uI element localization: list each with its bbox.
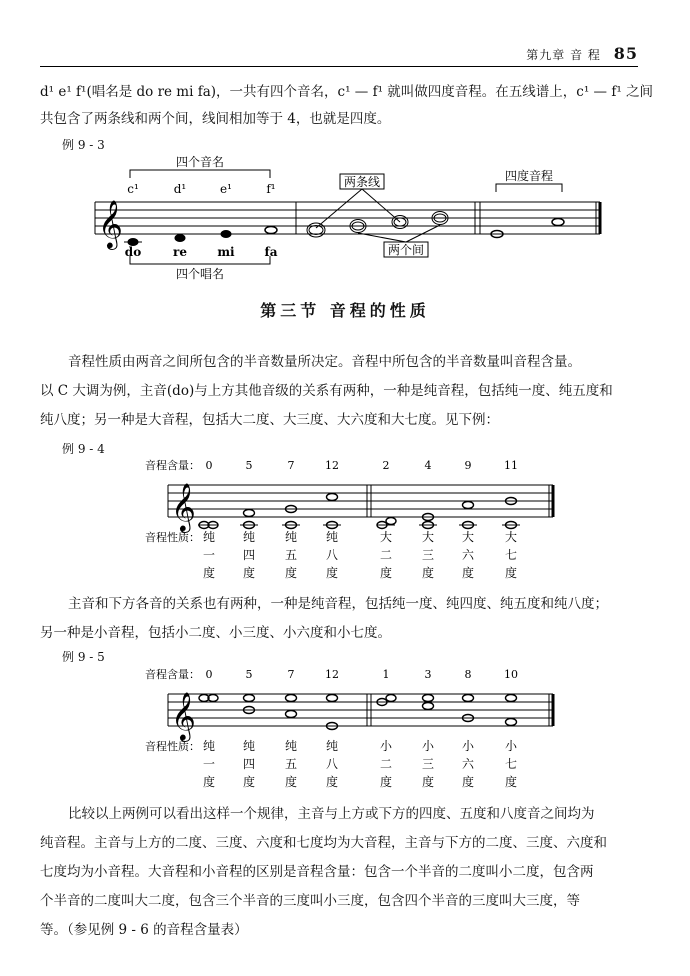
note-name: e¹ bbox=[220, 182, 232, 196]
quality-char: 八 bbox=[325, 757, 339, 771]
quality-char: 纯 bbox=[242, 739, 256, 753]
quality-char: 小 bbox=[504, 739, 518, 753]
fourth-label: 四度音程 bbox=[504, 169, 554, 183]
quality-char: 大 bbox=[461, 530, 475, 544]
interval-content: 3 bbox=[424, 668, 432, 681]
quality-row-label: 音程性质： bbox=[145, 531, 200, 544]
note-name: d¹ bbox=[173, 182, 187, 196]
example-9-5-staff bbox=[0, 664, 690, 794]
text-line: 等。（参见例 9 - 6 的音程含量表） bbox=[40, 922, 248, 938]
paragraph-interval-quality bbox=[40, 348, 640, 435]
quality-char: 度 bbox=[379, 775, 393, 789]
quality-char: 二 bbox=[379, 548, 393, 562]
solfege-syllable: re bbox=[173, 245, 187, 259]
quality-char: 纯 bbox=[284, 530, 298, 544]
note-head bbox=[175, 235, 185, 242]
interval-content: 0 bbox=[205, 459, 213, 472]
interval-content: 1 bbox=[382, 668, 390, 681]
text-line: 另一种是小音程，包括小二度、小三度、小六度和小七度。 bbox=[40, 625, 391, 641]
text-line: 比较以上两例可以看出这样一个规律，主音与上方或下方的四度、五度和八度音之间均为 bbox=[68, 806, 595, 822]
quality-char: 大 bbox=[379, 530, 393, 544]
text-line: 个半音的二度叫大二度，包含三个半音的三度叫小三度，包含四个半音的三度叫大三度，等 bbox=[40, 893, 580, 909]
quality-char: 五 bbox=[284, 548, 298, 562]
interval-content: 5 bbox=[245, 668, 253, 681]
quality-char: 七 bbox=[504, 757, 518, 771]
solfege-syllable: mi bbox=[217, 245, 235, 259]
quality-row-label: 音程性质： bbox=[145, 740, 200, 753]
quality-char: 度 bbox=[242, 566, 256, 580]
quality-char: 五 bbox=[284, 757, 298, 771]
quality-char: 七 bbox=[504, 548, 518, 562]
quality-char: 三 bbox=[421, 757, 435, 771]
content-row-label: 音程含量： bbox=[145, 459, 200, 472]
text-line: 纯八度；另一种是大音程，包括大二度、大三度、大六度和大七度。见下例： bbox=[40, 412, 499, 428]
note-name: c¹ bbox=[127, 182, 139, 196]
running-header bbox=[40, 40, 638, 67]
lines-label: 两条线 bbox=[343, 175, 381, 189]
quality-char: 四 bbox=[242, 548, 256, 562]
quality-char: 小 bbox=[461, 739, 475, 753]
quality-char: 大 bbox=[421, 530, 435, 544]
quality-char: 六 bbox=[461, 548, 475, 562]
quality-char: 纯 bbox=[242, 530, 256, 544]
interval-content: 12 bbox=[325, 668, 339, 681]
quality-char: 度 bbox=[421, 566, 435, 580]
quality-char: 一 bbox=[202, 757, 216, 771]
quality-char: 度 bbox=[284, 775, 298, 789]
interval-content: 5 bbox=[245, 459, 253, 472]
interval-content: 4 bbox=[424, 459, 432, 472]
example-9-4-staff bbox=[0, 455, 690, 585]
quality-char: 三 bbox=[421, 548, 435, 562]
quality-char: 小 bbox=[379, 739, 393, 753]
interval-content: 9 bbox=[464, 459, 472, 472]
text-line: 以 C 大调为例，主音(do)与上方其他音级的关系有两种，一种是纯音程，包括纯一度、纯五度和 bbox=[40, 383, 613, 399]
quality-char: 度 bbox=[461, 775, 475, 789]
quality-char: 度 bbox=[325, 566, 339, 580]
text-line: d¹ e¹ f¹(唱名是 do re mi fa)，一共有四个音名，c¹ — f¹ 就叫做四度音程。在五线谱上，c¹ — f¹ 之间 bbox=[40, 84, 654, 100]
quality-char: 度 bbox=[461, 566, 475, 580]
quality-char: 小 bbox=[421, 739, 435, 753]
bottom-brace-label: 四个唱名 bbox=[175, 267, 225, 280]
treble-clef-icon: 𝄞 bbox=[171, 691, 196, 740]
quality-char: 六 bbox=[461, 757, 475, 771]
quality-char: 八 bbox=[325, 548, 339, 562]
text-line: 纯音程。主音与上方的二度、三度、六度和七度均为大音程，主音与下方的二度、三度、六度和 bbox=[40, 835, 607, 851]
chapter-title: 第九章 音 程 bbox=[526, 48, 601, 62]
content-row-label: 音程含量： bbox=[145, 668, 200, 681]
interval-content: 7 bbox=[287, 668, 295, 681]
spaces-label: 两个间 bbox=[387, 243, 425, 257]
quality-char: 度 bbox=[504, 566, 518, 580]
quality-char: 纯 bbox=[202, 530, 216, 544]
interval-content: 12 bbox=[325, 459, 339, 472]
quality-char: 度 bbox=[284, 566, 298, 580]
interval-content: 0 bbox=[205, 668, 213, 681]
quality-char: 大 bbox=[504, 530, 518, 544]
paragraph-lower-intervals bbox=[40, 590, 640, 648]
text-line: 共包含了两条线和两个间，线间相加等于 4，也就是四度。 bbox=[40, 111, 391, 127]
example-label: 例 9 - 3 bbox=[62, 138, 105, 152]
quality-char: 一 bbox=[202, 548, 216, 562]
quality-char: 四 bbox=[242, 757, 256, 771]
interval-content: 10 bbox=[504, 668, 518, 681]
quality-char: 度 bbox=[504, 775, 518, 789]
note-head bbox=[221, 231, 231, 238]
quality-char: 二 bbox=[379, 757, 393, 771]
quality-char: 度 bbox=[202, 775, 216, 789]
interval-content: 8 bbox=[464, 668, 472, 681]
text-line: 七度均为小音程。大音程和小音程的区别是音程含量：包含一个半音的二度叫小二度，包含两 bbox=[40, 864, 594, 880]
example-label: 例 9 - 4 bbox=[62, 442, 105, 456]
page-number: 85 bbox=[613, 44, 638, 63]
quality-char: 度 bbox=[242, 775, 256, 789]
example-9-3-staff bbox=[0, 150, 690, 280]
paragraph-summary bbox=[40, 800, 640, 945]
quality-char: 纯 bbox=[325, 739, 339, 753]
interval-content: 7 bbox=[287, 459, 295, 472]
quality-char: 度 bbox=[421, 775, 435, 789]
note-head bbox=[265, 227, 277, 234]
quality-char: 度 bbox=[325, 775, 339, 789]
treble-clef-icon: 𝄞 bbox=[98, 199, 123, 248]
section-title: 第三节 音程的性质 bbox=[260, 301, 430, 320]
quality-char: 度 bbox=[202, 566, 216, 580]
solfege-syllable: do bbox=[124, 245, 142, 259]
quality-char: 纯 bbox=[284, 739, 298, 753]
interval-content: 11 bbox=[504, 459, 518, 472]
solfege-syllable: fa bbox=[264, 245, 278, 259]
quality-char: 纯 bbox=[325, 530, 339, 544]
intro-paragraph bbox=[40, 78, 654, 134]
example-label: 例 9 - 5 bbox=[62, 650, 105, 664]
note-name: f¹ bbox=[266, 182, 276, 196]
interval-content: 2 bbox=[382, 459, 390, 472]
text-line: 音程性质由两音之间所包含的半音数量所决定。音程中所包含的半音数量叫音程含量。 bbox=[68, 354, 581, 370]
text-line: 主音和下方各音的关系也有两种，一种是纯音程，包括纯一度、纯四度、纯五度和纯八度； bbox=[68, 596, 608, 612]
treble-clef-icon: 𝄞 bbox=[171, 482, 196, 531]
quality-char: 纯 bbox=[202, 739, 216, 753]
quality-char: 度 bbox=[379, 566, 393, 580]
top-brace-label: 四个音名 bbox=[175, 155, 225, 169]
